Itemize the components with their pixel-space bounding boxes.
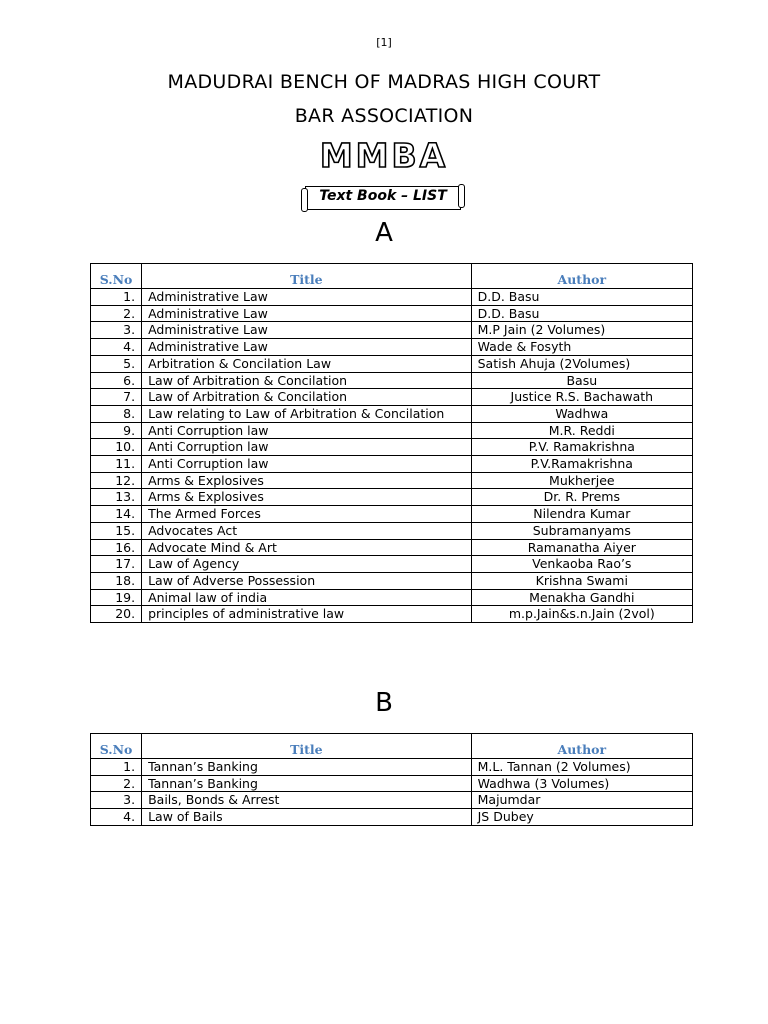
row-author: Wadhwa (3 Volumes)	[471, 775, 692, 792]
row-sno: 15.	[91, 522, 142, 539]
row-title: Bails, Bonds & Arrest	[142, 792, 472, 809]
table-row	[91, 606, 693, 623]
row-sno: 3.	[91, 792, 142, 809]
row-author: Dr. R. Prems	[471, 489, 692, 506]
table-row	[91, 439, 693, 456]
row-sno: 9.	[91, 422, 142, 439]
list-banner	[301, 184, 465, 212]
row-title: Animal law of india	[142, 589, 472, 606]
row-title: Advocates Act	[142, 522, 472, 539]
table-row	[91, 339, 693, 356]
row-sno: 4.	[91, 809, 142, 826]
row-author: P.V. Ramakrishna	[471, 439, 692, 456]
table-row	[91, 305, 693, 322]
row-author: Venkaoba Rao’s	[471, 556, 692, 573]
column-header-sno: S.No	[91, 734, 142, 759]
row-sno: 6.	[91, 372, 142, 389]
table-row	[91, 589, 693, 606]
row-title: Tannan’s Banking	[142, 759, 472, 776]
row-sno: 1.	[91, 289, 142, 306]
association-title: BAR ASSOCIATION	[294, 105, 474, 127]
table-row	[91, 472, 693, 489]
row-sno: 16.	[91, 539, 142, 556]
row-title: Law of Adverse Possession	[142, 572, 472, 589]
row-author: Nilendra Kumar	[471, 506, 692, 523]
table-row	[91, 539, 693, 556]
row-author: M.R. Reddi	[471, 422, 692, 439]
row-sno: 3.	[91, 322, 142, 339]
table-row	[91, 389, 693, 406]
table-row	[91, 422, 693, 439]
row-title: Law of Agency	[142, 556, 472, 573]
row-author: Wadhwa	[471, 405, 692, 422]
row-title: Law of Arbitration & Concilation	[142, 372, 472, 389]
row-title: Administrative Law	[142, 322, 472, 339]
row-author: Mukherjee	[471, 472, 692, 489]
row-title: Administrative Law	[142, 305, 472, 322]
row-title: Arms & Explosives	[142, 489, 472, 506]
row-author: Wade & Fosyth	[471, 339, 692, 356]
row-author: Krishna Swami	[471, 572, 692, 589]
row-author: Majumdar	[471, 792, 692, 809]
row-sno: 7.	[91, 389, 142, 406]
row-sno: 20.	[91, 606, 142, 623]
row-title: Anti Corruption law	[142, 422, 472, 439]
row-sno: 10.	[91, 439, 142, 456]
book-table-a	[90, 263, 693, 623]
column-header-author: Author	[471, 734, 692, 759]
table-row	[91, 506, 693, 523]
banner-text: Text Book – LIST	[319, 188, 447, 204]
row-sno: 13.	[91, 489, 142, 506]
row-sno: 18.	[91, 572, 142, 589]
row-sno: 5.	[91, 355, 142, 372]
table-row	[91, 556, 693, 573]
table-row	[91, 355, 693, 372]
table-row	[91, 372, 693, 389]
table-row	[91, 759, 693, 776]
table-row	[91, 489, 693, 506]
row-sno: 14.	[91, 506, 142, 523]
book-table-b	[90, 733, 693, 826]
table-row	[91, 792, 693, 809]
column-header-title: Title	[142, 264, 472, 289]
mmba-logo-text: MMBA	[319, 136, 449, 175]
row-title: Arms & Explosives	[142, 472, 472, 489]
column-header-author: Author	[471, 264, 692, 289]
row-author: D.D. Basu	[471, 289, 692, 306]
row-title: Tannan’s Banking	[142, 775, 472, 792]
row-title: Advocate Mind & Art	[142, 539, 472, 556]
table-row	[91, 522, 693, 539]
row-title: principles of administrative law	[142, 606, 472, 623]
row-sno: 19.	[91, 589, 142, 606]
row-sno: 1.	[91, 759, 142, 776]
court-title: MADUDRAI BENCH OF MADRAS HIGH COURT	[167, 71, 601, 93]
column-header-title: Title	[142, 734, 472, 759]
row-author: Basu	[471, 372, 692, 389]
row-title: Administrative Law	[142, 289, 472, 306]
row-sno: 11.	[91, 456, 142, 473]
row-sno: 8.	[91, 405, 142, 422]
table-row	[91, 775, 693, 792]
row-author: Justice R.S. Bachawath	[471, 389, 692, 406]
section-letter-a: A	[375, 218, 393, 248]
row-title: Law of Bails	[142, 809, 472, 826]
table-header-row	[91, 734, 693, 759]
row-author: Menakha Gandhi	[471, 589, 692, 606]
row-sno: 2.	[91, 775, 142, 792]
row-author: M.P Jain (2 Volumes)	[471, 322, 692, 339]
row-title: Anti Corruption law	[142, 456, 472, 473]
row-author: Ramanatha Aiyer	[471, 539, 692, 556]
table-row	[91, 809, 693, 826]
row-author: Satish Ahuja (2Volumes)	[471, 355, 692, 372]
row-author: P.V.Ramakrishna	[471, 456, 692, 473]
row-author: Subramanyams	[471, 522, 692, 539]
row-title: Arbitration & Concilation Law	[142, 355, 472, 372]
row-title: Anti Corruption law	[142, 439, 472, 456]
row-author: M.L. Tannan (2 Volumes)	[471, 759, 692, 776]
table-row	[91, 322, 693, 339]
row-sno: 4.	[91, 339, 142, 356]
page-number: [1]	[376, 36, 392, 49]
table-row	[91, 572, 693, 589]
row-title: The Armed Forces	[142, 506, 472, 523]
row-sno: 12.	[91, 472, 142, 489]
row-author: D.D. Basu	[471, 305, 692, 322]
row-title: Law of Arbitration & Concilation	[142, 389, 472, 406]
row-title: Law relating to Law of Arbitration & Concilation	[142, 405, 472, 422]
table-row	[91, 456, 693, 473]
section-letter-b: B	[375, 688, 393, 718]
column-header-sno: S.No	[91, 264, 142, 289]
table-header-row	[91, 264, 693, 289]
row-sno: 17.	[91, 556, 142, 573]
row-title: Administrative Law	[142, 339, 472, 356]
table-row	[91, 405, 693, 422]
row-sno: 2.	[91, 305, 142, 322]
table-row	[91, 289, 693, 306]
row-author: m.p.Jain&s.n.Jain (2vol)	[471, 606, 692, 623]
row-author: JS Dubey	[471, 809, 692, 826]
